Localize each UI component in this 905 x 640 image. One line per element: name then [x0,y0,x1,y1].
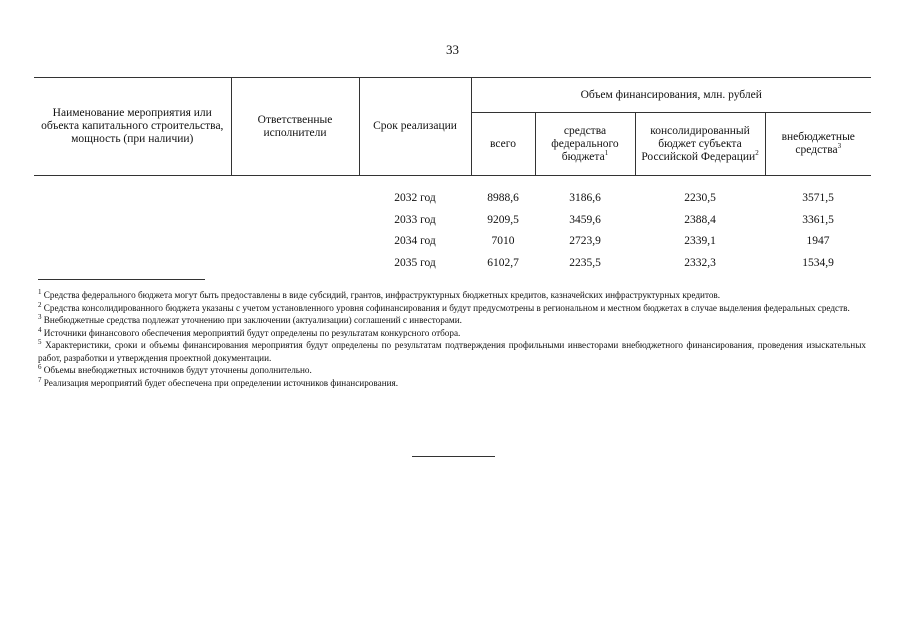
footnote-mark: 4 [38,325,42,334]
footnote-mark: 1 [38,287,42,296]
header-regional-label: консолидированный бюджет субъекта Российской Федерации [641,124,756,163]
row-year: 2034 год [394,235,436,248]
table-header [34,78,871,176]
footnote-text: Реализация мероприятий будет обеспечена при определении источников финансирования. [41,377,399,388]
table-row [34,188,871,210]
footnote-item [38,377,866,390]
header-offbudget [765,113,871,176]
header-term-column: Срок реализации [359,78,471,176]
row-offbudget: 3571,5 [802,192,834,205]
header-funding-group: Объем финансирования, млн. рублей [471,78,871,113]
footnote-text: Источники финансового обеспечения мероприятий будут определены по результатам конкурсного отбора. [41,327,461,338]
footnote-text: Средства федерального бюджета могут быть предоставлены в виде субсидий, грантов, инфраструктурных бюджетных кредитов, казначейских инфраструктурных кредитов. [41,290,721,300]
footnote-ref-3: 3 [837,142,842,151]
footnote-mark: 2 [38,300,42,309]
row-regional: 2339,1 [684,235,716,248]
header-name-column: Наименование мероприятия или объекта капитального строительства, мощность (при наличии) [34,78,231,176]
row-federal: 2723,9 [569,235,601,248]
header-federal-label: средства федерального бюджета [551,124,619,163]
page-number: 33 [446,42,459,57]
row-offbudget: 1947 [806,235,830,248]
footnote-text: Объемы внебюджетных источников будут уточнены дополнительно. [41,365,312,375]
row-total: 8988,6 [487,192,519,205]
footnote-mark: 5 [38,337,42,346]
header-total: всего [471,113,535,176]
header-federal [535,113,635,176]
row-year: 2032 год [394,192,436,205]
footnote-text: Средства консолидированного бюджета указаны с учетом установленного уровня софинансирования и будут предусмотрены в региональном и местном бюджетах в случае выделения федеральных средств. [41,302,850,313]
financing-table [34,77,871,274]
row-total: 6102,7 [487,256,519,269]
footnotes [38,289,866,389]
table-body [34,176,871,275]
row-federal: 2235,5 [569,256,601,269]
footnote-mark: 6 [38,362,42,371]
footnote-text: Характеристики, сроки и объемы финансирования мероприятия будут определены по результатам подтверждения профильными инвесторами внебюджетного финансирования, проведения изыскательных работ, разработки и утверждения проектной документации. [38,340,866,363]
row-federal: 3459,6 [569,213,601,226]
end-of-document-line [412,456,495,457]
table-row [34,210,871,232]
table-row [34,231,871,253]
footnote-mark: 3 [38,312,42,321]
footnote-item [38,339,866,364]
footnote-item [38,314,866,327]
footnote-ref-1: 1 [604,148,609,157]
footnote-item [38,364,866,377]
footnote-item [38,302,866,315]
header-offbudget-label: внебюджетные средства [781,131,855,156]
footnote-ref-2: 2 [755,148,759,157]
header-regional [635,113,765,176]
footnote-item [38,327,866,340]
row-total: 7010 [491,235,515,248]
row-year: 2033 год [394,213,436,226]
footnote-mark: 7 [38,375,42,384]
row-federal: 3186,6 [569,192,601,205]
footnote-item [38,289,866,302]
row-offbudget: 1534,9 [802,256,834,269]
footnote-text: Внебюджетные средства подлежат уточнению при заключении (актуализации) соглашений с инвесторами. [41,315,462,325]
table-row [34,253,871,275]
row-year: 2035 год [394,256,436,269]
row-offbudget: 3361,5 [802,213,834,226]
row-regional: 2388,4 [684,213,716,226]
header-executors-column: Ответственные исполнители [231,78,359,176]
row-regional: 2230,5 [684,192,716,205]
row-regional: 2332,3 [684,256,716,269]
row-total: 9209,5 [487,213,519,226]
footnote-separator [38,279,205,280]
